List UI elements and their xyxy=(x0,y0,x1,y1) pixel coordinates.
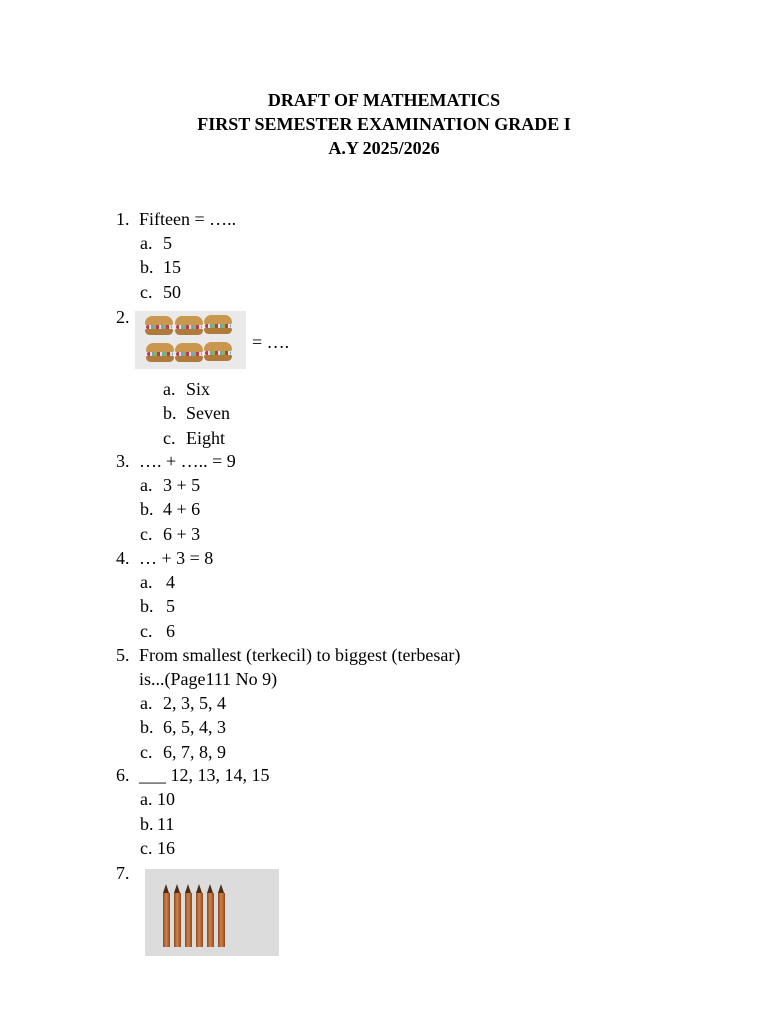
academic-year: A.Y 2025/2026 xyxy=(328,138,440,158)
option-letter: b. xyxy=(140,596,154,616)
option-letter: c. xyxy=(140,282,153,302)
option-text: 6 xyxy=(166,621,175,641)
pencil-icon xyxy=(207,884,214,947)
option-letter: a. xyxy=(140,789,153,809)
question-text: … + 3 = 8 xyxy=(139,548,214,568)
option-letter: b. xyxy=(140,257,154,277)
burgers-image xyxy=(135,311,246,369)
option-text: 2, 3, 5, 4 xyxy=(163,693,226,713)
burger-icon xyxy=(175,343,203,363)
pencil-icon xyxy=(174,884,181,947)
question-number: 3. xyxy=(116,451,130,471)
pencils-image xyxy=(145,869,279,956)
option-text: 50 xyxy=(163,282,181,302)
option-text: Eight xyxy=(186,428,225,448)
document-subtitle: FIRST SEMESTER EXAMINATION GRADE I xyxy=(197,114,571,134)
option-text: Seven xyxy=(186,403,230,423)
option-letter: c. xyxy=(140,838,153,858)
option-letter: b. xyxy=(140,717,154,737)
option-text: 16 xyxy=(157,838,175,858)
option-letter: c. xyxy=(163,428,176,448)
option-letter: b. xyxy=(140,814,154,834)
option-letter: c. xyxy=(140,524,153,544)
option-letter: a. xyxy=(140,693,153,713)
question-text: …. + ….. = 9 xyxy=(139,451,236,471)
pencil-icon xyxy=(163,884,170,947)
question-number: 2. xyxy=(116,307,130,327)
option-letter: a. xyxy=(140,572,153,592)
question-number: 5. xyxy=(116,645,130,665)
option-letter: b. xyxy=(163,403,177,423)
option-text: 11 xyxy=(157,814,175,834)
question-number: 4. xyxy=(116,548,130,568)
option-text: Six xyxy=(186,379,211,399)
option-text: 6, 7, 8, 9 xyxy=(163,742,226,762)
option-letter: c. xyxy=(140,742,153,762)
option-text: 15 xyxy=(163,257,181,277)
option-text: 5 xyxy=(163,233,172,253)
option-text: 10 xyxy=(157,789,175,809)
option-letter: a. xyxy=(140,475,153,495)
question-text: = …. xyxy=(252,332,290,352)
option-letter: b. xyxy=(140,499,154,519)
pencil-icon xyxy=(185,884,192,947)
question-number: 7. xyxy=(116,863,130,883)
option-text: 6 + 3 xyxy=(163,524,201,544)
question-number: 1. xyxy=(116,209,130,229)
burger-icon xyxy=(146,343,174,363)
option-text: 4 + 6 xyxy=(163,499,201,519)
question-text: From smallest (terkecil) to biggest (terbesar) xyxy=(139,645,461,665)
question-number: 6. xyxy=(116,765,130,785)
question-text: Fifteen = ….. xyxy=(139,209,237,229)
document-title: DRAFT OF MATHEMATICS xyxy=(267,90,501,110)
burger-icon xyxy=(145,316,173,336)
pencil-icon xyxy=(218,884,225,947)
burger-icon xyxy=(204,342,232,362)
option-text: 3 + 5 xyxy=(163,475,201,495)
option-text: 5 xyxy=(166,596,175,616)
option-text: 4 xyxy=(166,572,175,592)
burger-icon xyxy=(175,316,203,336)
option-letter: c. xyxy=(140,621,153,641)
question-text-continued: is...(Page111 No 9) xyxy=(139,669,278,689)
option-text: 6, 5, 4, 3 xyxy=(163,717,226,737)
pencil-icon xyxy=(196,884,203,947)
option-letter: a. xyxy=(163,379,176,399)
burger-icon xyxy=(204,315,232,335)
question-text: ___ 12, 13, 14, 15 xyxy=(139,765,270,785)
option-letter: a. xyxy=(140,233,153,253)
